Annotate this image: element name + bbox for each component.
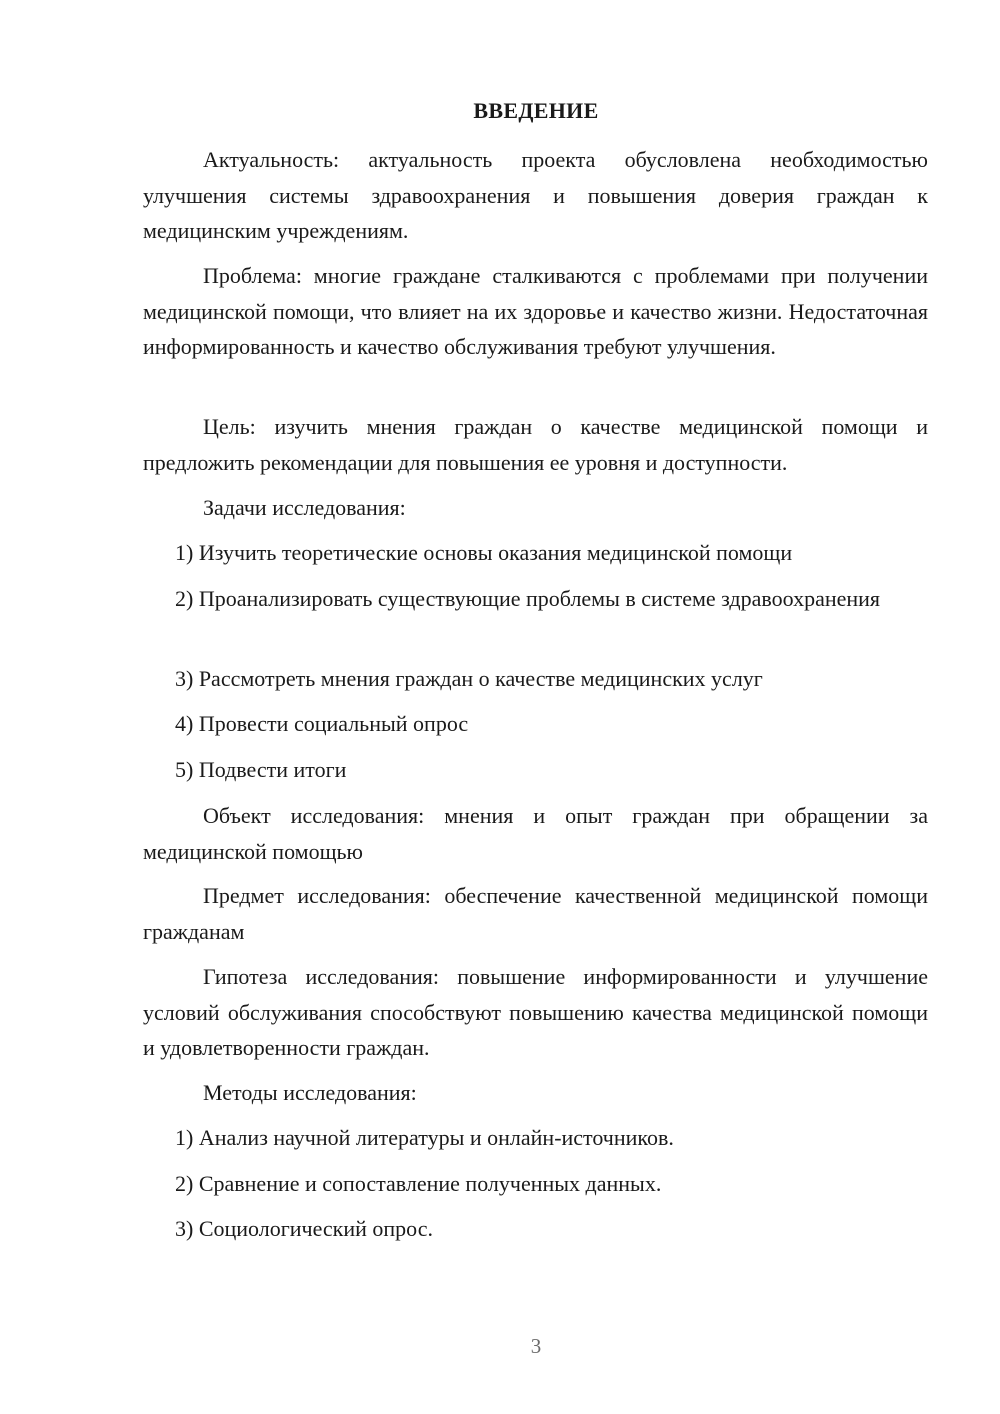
relevance-paragraph: Актуальность: актуальность проекта обусловлена необходимостью улучшения системы здравоохранения и повышения доверия граждан к медицинским учреждениям. <box>143 147 928 243</box>
task-item-3: 3) Рассмотреть мнения граждан о качестве медицинских услуг <box>175 666 763 691</box>
task-item-4: 4) Провести социальный опрос <box>175 711 469 736</box>
subject-paragraph: Предмет исследования: обеспечение качественной медицинской помощи гражданам <box>143 883 928 944</box>
problem-paragraph: Проблема: многие граждане сталкиваются с проблемами при получении медицинской помощи, что влияет на их здоровье и качество жизни. Недостаточная информированность и качество обслуживания требуют улучшения. <box>143 263 928 359</box>
method-item-3: 3) Социологический опрос. <box>175 1216 433 1241</box>
page-title: ВВЕДЕНИЕ <box>473 98 599 123</box>
tasks-heading: Задачи исследования: <box>203 495 406 520</box>
method-item-1: 1) Анализ научной литературы и онлайн-источников. <box>175 1125 674 1150</box>
goal-paragraph: Цель: изучить мнения граждан о качестве медицинской помощи и предложить рекомендации для повышения ее уровня и доступности. <box>143 414 928 475</box>
page-number: 3 <box>530 1334 542 1358</box>
methods-heading: Методы исследования: <box>203 1080 417 1105</box>
task-item-5: 5) Подвести итоги <box>175 757 347 782</box>
method-item-2: 2) Сравнение и сопоставление полученных данных. <box>175 1171 662 1196</box>
task-item-1: 1) Изучить теоретические основы оказания медицинской помощи <box>175 540 793 565</box>
hypothesis-paragraph: Гипотеза исследования: повышение информированности и улучшение условий обслуживания способствуют повышению качества медицинской помощи и удовлетворенности граждан. <box>143 964 928 1060</box>
task-item-2: 2) Проанализировать существующие проблемы в системе здравоохранения <box>175 586 881 611</box>
object-paragraph: Объект исследования: мнения и опыт граждан при обращении за медицинской помощью <box>143 803 928 864</box>
